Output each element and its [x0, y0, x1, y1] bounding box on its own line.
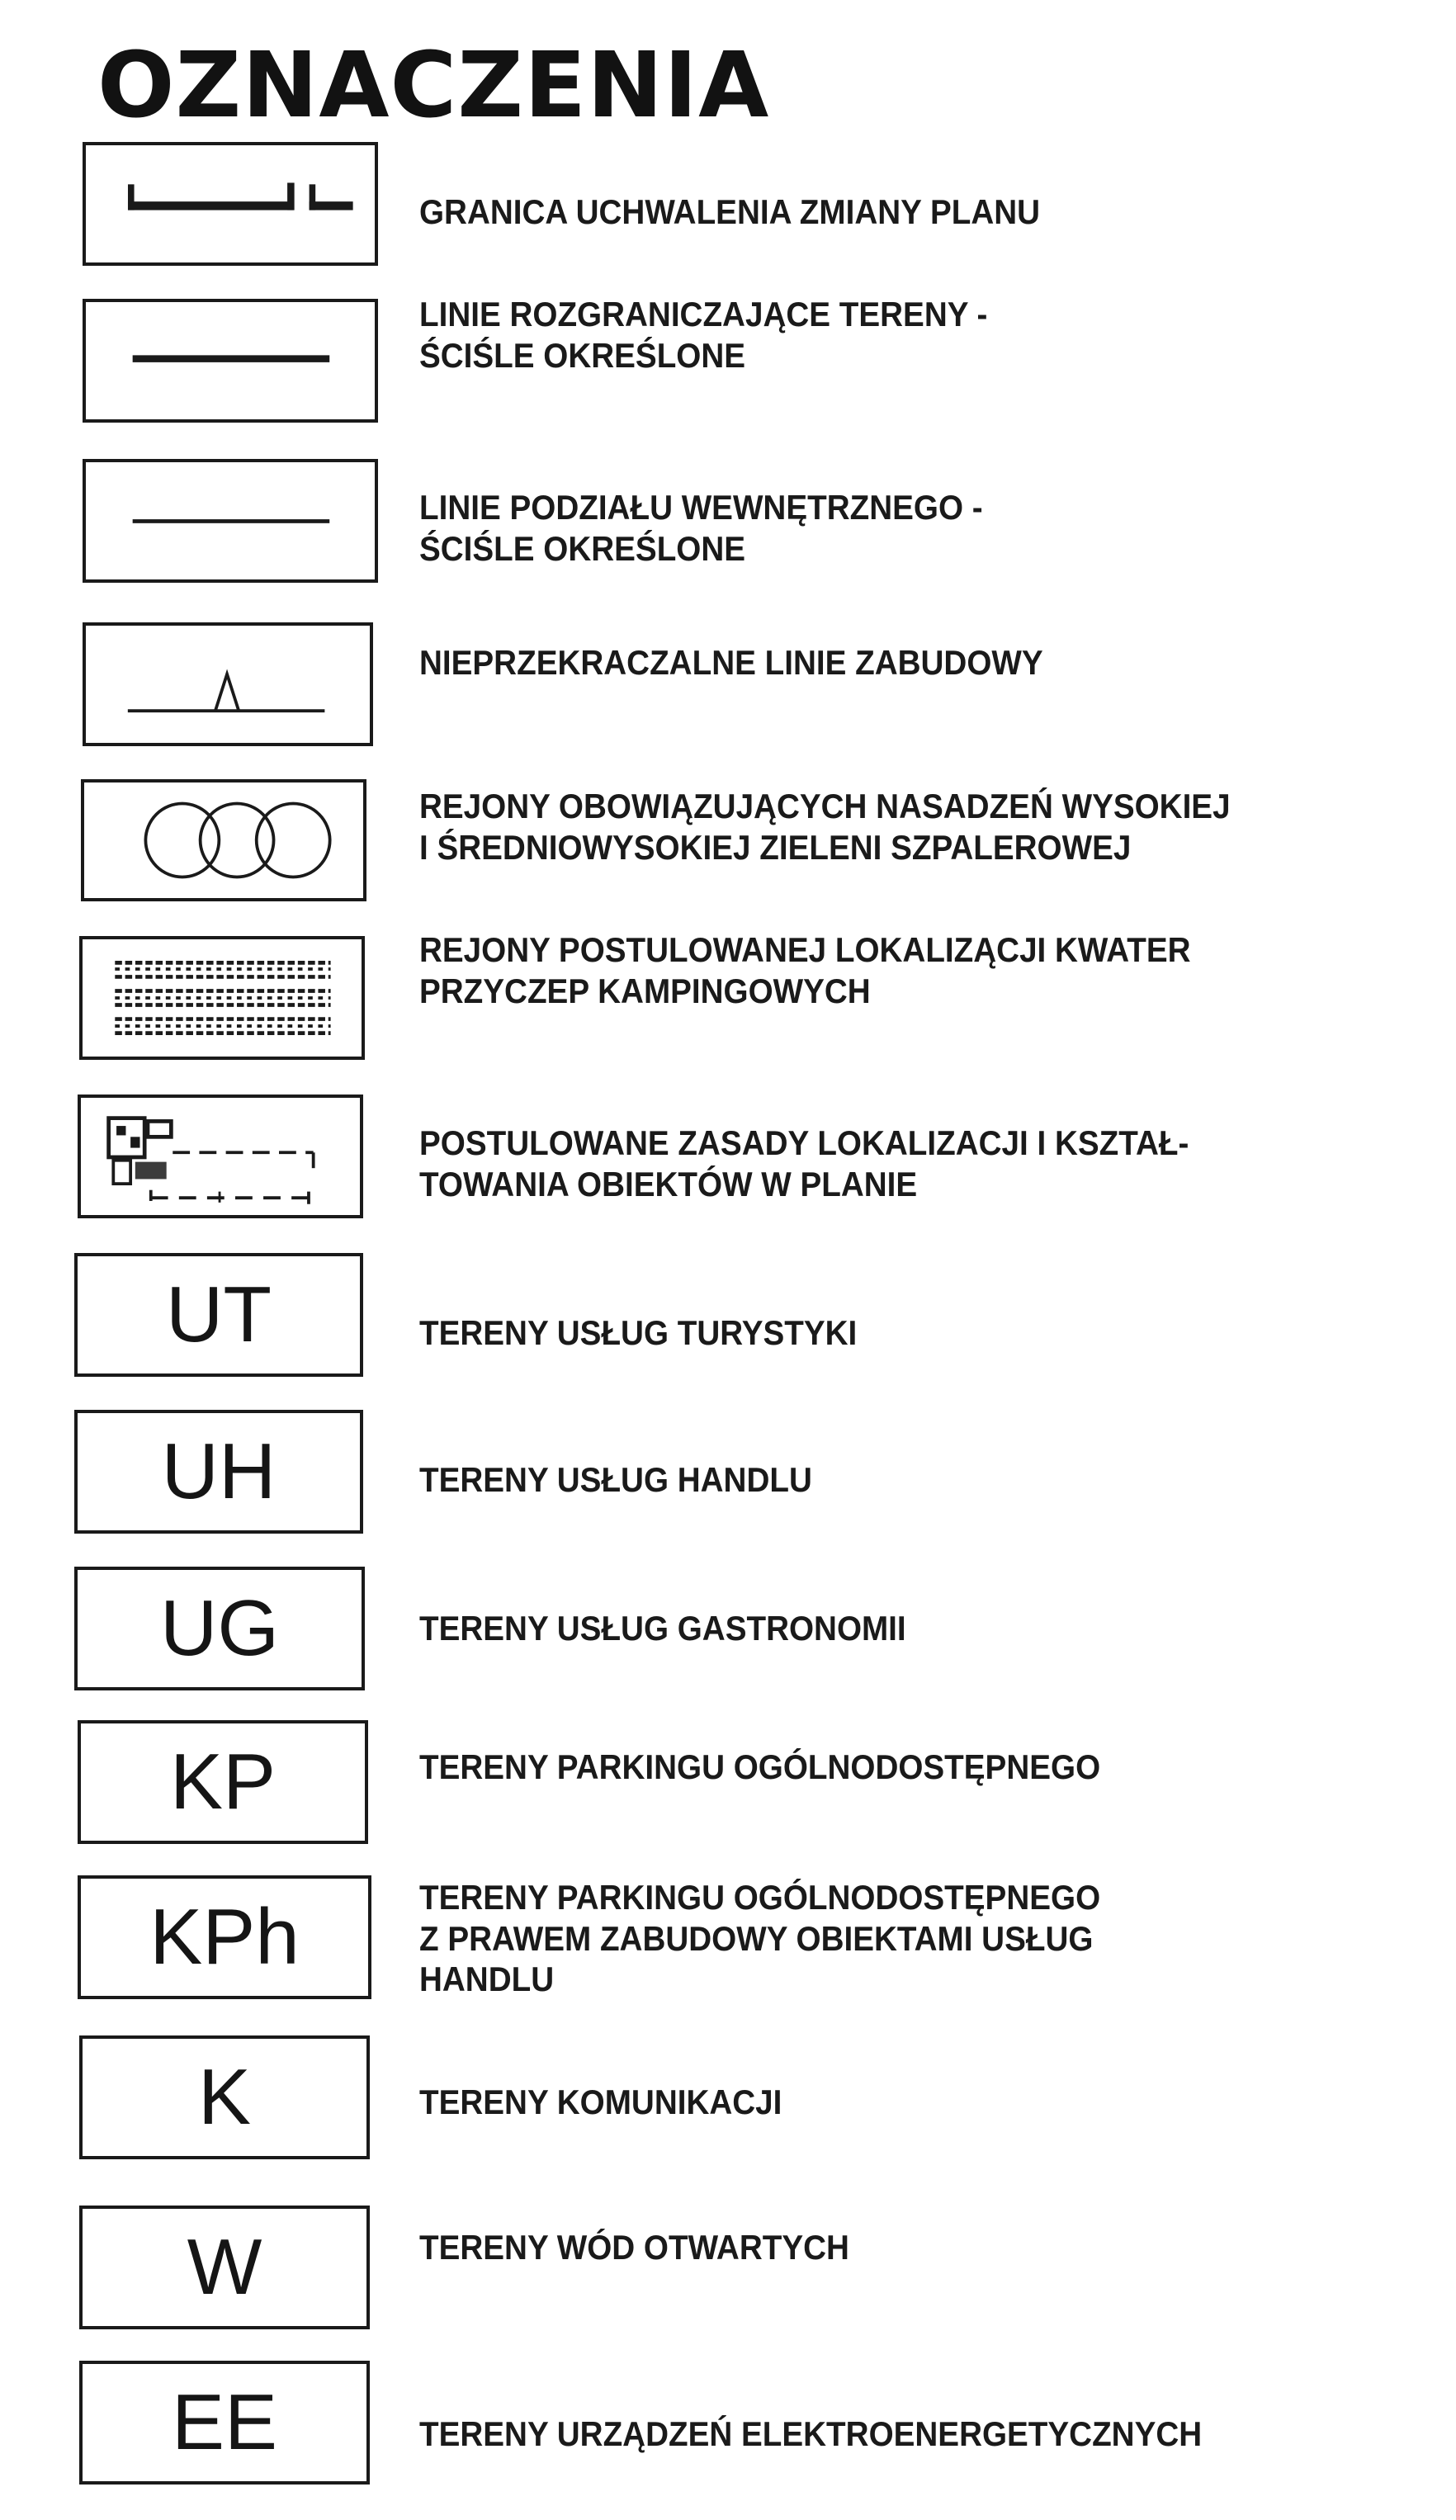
legend-label-camping-area: REJONY POSTULOWANEJ LOKALIZĄCJI KWATER PRZYCZEP KAMPINGOWYCH: [419, 930, 1191, 1010]
legend-label-demarcation: LINIE ROZGRANICZAJĄCE TERENY - ŚCIŚLE OKREŚLONE: [419, 295, 988, 375]
demarcation-line-symbol: [83, 299, 378, 423]
code-box-ee: [79, 2361, 370, 2485]
code-box-w: [79, 2206, 370, 2329]
zone-code-w: W: [187, 2223, 262, 2311]
code-box-k: [79, 2035, 370, 2159]
zone-code-ut: UT: [166, 1270, 272, 1359]
object-layout-symbol: [78, 1095, 363, 1218]
zone-code-uh: UH: [161, 1427, 277, 1515]
legend-label-ut: TERENY USŁUG TURYSTYKI: [419, 1313, 858, 1352]
zone-code-ee: EE: [171, 2378, 278, 2466]
legend-label-ee: TERENY URZĄDZEŃ ELEKTROENERGETYCZNYCH: [419, 2414, 1203, 2453]
boundary-line-symbol: [83, 142, 378, 266]
tree-circles-icon: [84, 782, 363, 898]
thin-line-icon: [86, 462, 375, 579]
legend-label-uh: TERENY USŁUG HANDLU: [419, 1460, 812, 1499]
camping-hatch-icon: [83, 939, 362, 1057]
legend-label-k: TERENY KOMUNIKACJI: [419, 2083, 782, 2121]
legend-label-w: TERENY WÓD OTWARTYCH: [419, 2228, 849, 2267]
legend-label-object-layout: POSTULOWANE ZASADY LOKALIZACJI I KSZTAŁ- TOWANIA OBIEKTÓW W PLANIE: [419, 1123, 1189, 1203]
code-box-kph: [78, 1875, 371, 1999]
object-layout-icon: [81, 1098, 360, 1215]
code-box-ut: [74, 1253, 363, 1377]
tree-planting-symbol: [81, 779, 366, 901]
legend-label-kph: TERENY PARKINGU OGÓLNODOSTĘPNEGO Z PRAWEM ZABUDOWY OBIEKTAMI USŁUG HANDLU: [419, 1878, 1101, 1999]
boundary-line-icon: [86, 145, 375, 262]
thick-line-icon: [86, 302, 375, 419]
code-box-ug: [74, 1567, 365, 1690]
legend-label-tree-planting: REJONY OBOWIĄZUJĄCYCH NASADZEŃ WYSOKIEJ I ŚREDNIOWYSOKIEJ ZIELENI SZPALEROWEJ: [419, 787, 1231, 867]
legend-label-kp: TERENY PARKINGU OGÓLNODOSTĘPNEGO: [419, 1747, 1101, 1786]
legend-label-boundary: GRANICA UCHWALENIA ZMIANY PLANU: [419, 192, 1041, 231]
building-line-icon: [86, 626, 370, 743]
zone-code-kph: KPh: [149, 1893, 300, 1981]
legend-label-building-line: NIEPRZEKRACZALNE LINIE ZABUDOWY: [419, 643, 1043, 682]
code-box-kp: [78, 1720, 368, 1844]
camping-area-symbol: [79, 936, 365, 1060]
legend-label-internal-division: LINIE PODZIAŁU WEWNĘTRZNEGO - ŚCIŚLE OKREŚLONE: [419, 488, 983, 568]
legend-title: OZNACZENIA: [97, 32, 770, 138]
zone-code-kp: KP: [169, 1738, 277, 1826]
internal-division-line-symbol: [83, 459, 378, 583]
zone-code-ug: UG: [160, 1584, 279, 1672]
code-box-uh: [74, 1410, 363, 1534]
legend-label-ug: TERENY USŁUG GASTRONOMII: [419, 1609, 906, 1648]
zone-code-k: K: [197, 2053, 252, 2141]
building-line-symbol: [83, 622, 373, 746]
